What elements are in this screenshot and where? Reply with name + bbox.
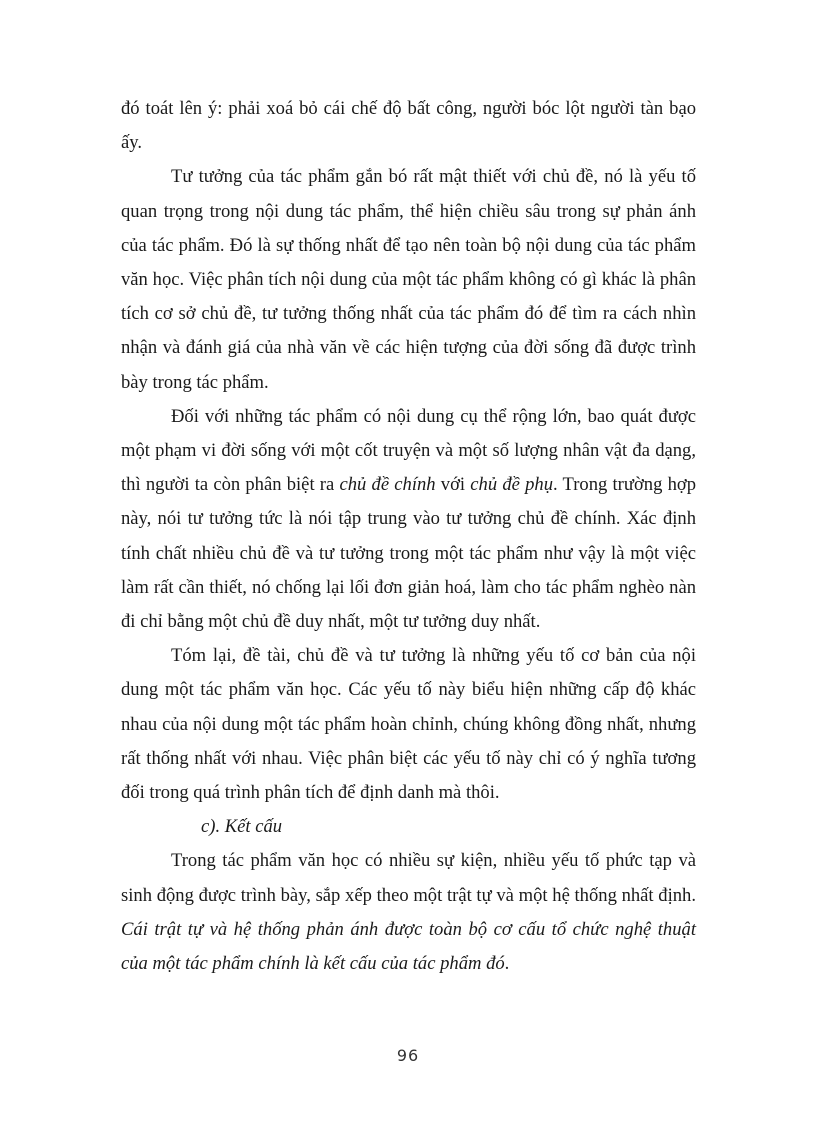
text-run: Trong tác phẩm văn học có nhiều sự kiện, nhiều yếu tố phức tạp và sinh động được trình bày, sắp xếp theo một trật tự và một hệ thống nhất định. (121, 850, 696, 906)
paragraph-summary: Tóm lại, đề tài, chủ đề và tư tưởng là những yếu tố cơ bản của nội dung một tác phẩm văn học. Các yếu tố này biểu hiện những cấp độ khác nhau của nội dung một tác phẩm hoàn chỉnh, chúng không đồng nhất, nhưng rất thống nhất với nhau. Việc phân biệt các yếu tố này chỉ có ý nghĩa tương đối trong quá trình phân tích để định danh mà thôi. (121, 645, 696, 804)
text-run: . (504, 953, 510, 975)
page-number: 96 (396, 1046, 420, 1065)
emphasis-definition: Cái trật tự và hệ thống phản ánh được toàn bộ cơ cấu tổ chức nghệ thuật của một tác phẩm chính là kết cấu của tác phẩm đó (121, 918, 696, 975)
text-run: Đối với những tác phẩm có nội dung cụ thể rộng lớn, bao quát được một phạm vi đời sống với một cốt truyện và một số lượng nhân vật đa dạng, thì người ta còn phân biệt ra (121, 405, 696, 496)
paragraph-continuation: đó toát lên ý: phải xoá bỏ cái chế độ bất công, người bóc lột người tàn bạo ấy. (121, 98, 696, 154)
text-run: . Trong trường hợp này, nói tư tưởng tức là nói tập trung vào tư tưởng chủ đề chính. Xác định tính chất nhiều chủ đề và tư tưởng trong một tác phẩm như vậy là một việc làm rất cần thiết, nó chống lại lối đơn giản hoá, làm cho tác phẩm nghèo nàn đi chỉ bằng một chủ đề duy nhất, một tư tưởng duy nhất. (121, 474, 696, 633)
document-body (121, 92, 696, 981)
paragraph-ideology: Tư tưởng của tác phẩm gắn bó rất mật thiết với chủ đề, nó là yếu tố quan trọng trong nội dung tác phẩm, thể hiện chiều sâu trong sự phản ánh của tác phẩm. Đó là sự thống nhất để tạo nên toàn bộ nội dung của tác phẩm văn học. Việc phân tích nội dung của một tác phẩm không có gì khác là phân tích cơ sở chủ đề, tư tưởng thống nhất của tác phẩm đó để tìm ra cách nhìn nhận và đánh giá của nhà văn về các hiện tượng của đời sống đã được trình bày trong tác phẩm. (121, 166, 696, 393)
emphasis-main-theme: chủ đề chính (339, 474, 436, 496)
section-heading: c). Kết cấu (201, 816, 283, 838)
emphasis-sub-theme: chủ đề phụ (470, 474, 553, 496)
text-run: với (435, 474, 471, 496)
paragraph-structure (121, 844, 696, 981)
paragraph-main-theme (121, 400, 696, 639)
